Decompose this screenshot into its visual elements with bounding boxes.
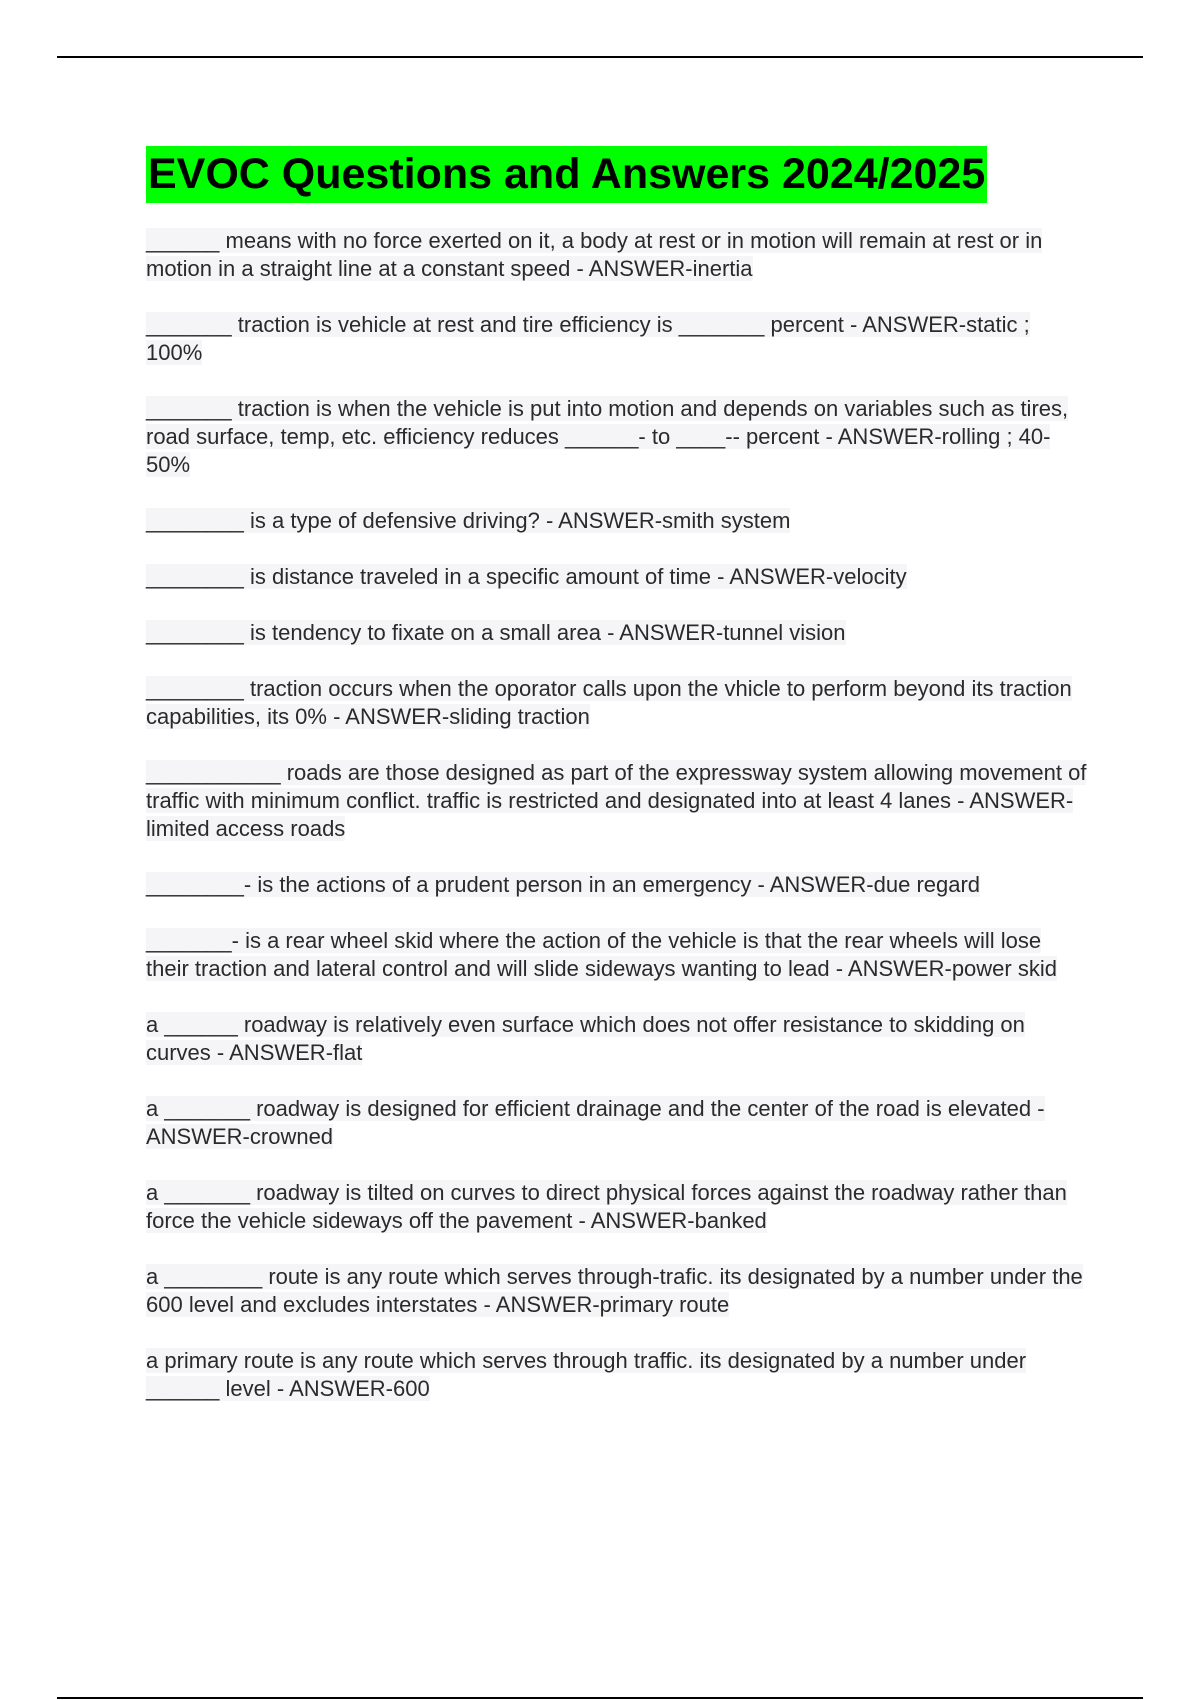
qa-text: ________ is distance traveled in a specific amount of time - ANSWER-velocity	[146, 564, 907, 589]
qa-item	[146, 563, 1088, 591]
qa-item	[146, 1179, 1088, 1235]
qa-item	[146, 1095, 1088, 1151]
qa-item	[146, 507, 1088, 535]
footer-rule	[57, 1697, 1143, 1699]
qa-item	[146, 1347, 1088, 1403]
qa-text: _______ traction is when the vehicle is put into motion and depends on variables such as tires, road surface, temp, etc. efficiency reduces ______- to ____-- percent - ANSWER-rolling ; 40-50%	[146, 396, 1069, 477]
qa-item	[146, 927, 1088, 983]
qa-text: a ______ roadway is relatively even surface which does not offer resistance to skidding on curves - ANSWER-flat	[146, 1012, 1025, 1065]
header-rule	[57, 56, 1143, 58]
qa-text: a _______ roadway is designed for efficient drainage and the center of the road is elevated - ANSWER-crowned	[146, 1096, 1045, 1149]
qa-item	[146, 619, 1088, 647]
qa-text: _______- is a rear wheel skid where the action of the vehicle is that the rear wheels will lose their traction and lateral control and will slide sideways wanting to lead - ANSWER-power skid	[146, 928, 1057, 981]
qa-item	[146, 311, 1088, 367]
qa-text: a ________ route is any route which serves through-trafic. its designated by a number under the 600 level and excludes interstates - ANSWER-primary route	[146, 1264, 1083, 1317]
qa-text: ___________ roads are those designed as part of the expressway system allowing movement of traffic with minimum conflict. traffic is restricted and designated into at least 4 lanes - ANSWER-limited access roads	[146, 760, 1087, 841]
qa-item	[146, 395, 1088, 479]
qa-item	[146, 227, 1088, 283]
qa-text: ________ is tendency to fixate on a small area - ANSWER-tunnel vision	[146, 620, 846, 645]
qa-text: a primary route is any route which serves through traffic. its designated by a number under ______ level - ANSWER-600	[146, 1348, 1027, 1401]
qa-item	[146, 871, 1088, 899]
qa-item	[146, 1011, 1088, 1067]
qa-item	[146, 675, 1088, 731]
qa-text: a _______ roadway is tilted on curves to direct physical forces against the roadway rather than force the vehicle sideways off the pavement - ANSWER-banked	[146, 1180, 1067, 1233]
qa-text: _______ traction is vehicle at rest and tire efficiency is _______ percent - ANSWER-static ; 100%	[146, 312, 1030, 365]
qa-text: ______ means with no force exerted on it, a body at rest or in motion will remain at rest or in motion in a straight line at a constant speed - ANSWER-inertia	[146, 228, 1043, 281]
qa-item	[146, 759, 1088, 843]
qa-text: ________ is a type of defensive driving? - ANSWER-smith system	[146, 508, 791, 533]
qa-text: ________ traction occurs when the oporator calls upon the vhicle to perform beyond its traction capabilities, its 0% - ANSWER-sliding traction	[146, 676, 1072, 729]
qa-text: ________- is the actions of a prudent person in an emergency - ANSWER-due regard	[146, 872, 981, 897]
document-body	[146, 146, 1088, 1431]
qa-item	[146, 1263, 1088, 1319]
qa-list	[146, 227, 1088, 1403]
document-title: EVOC Questions and Answers 2024/2025	[146, 146, 987, 203]
